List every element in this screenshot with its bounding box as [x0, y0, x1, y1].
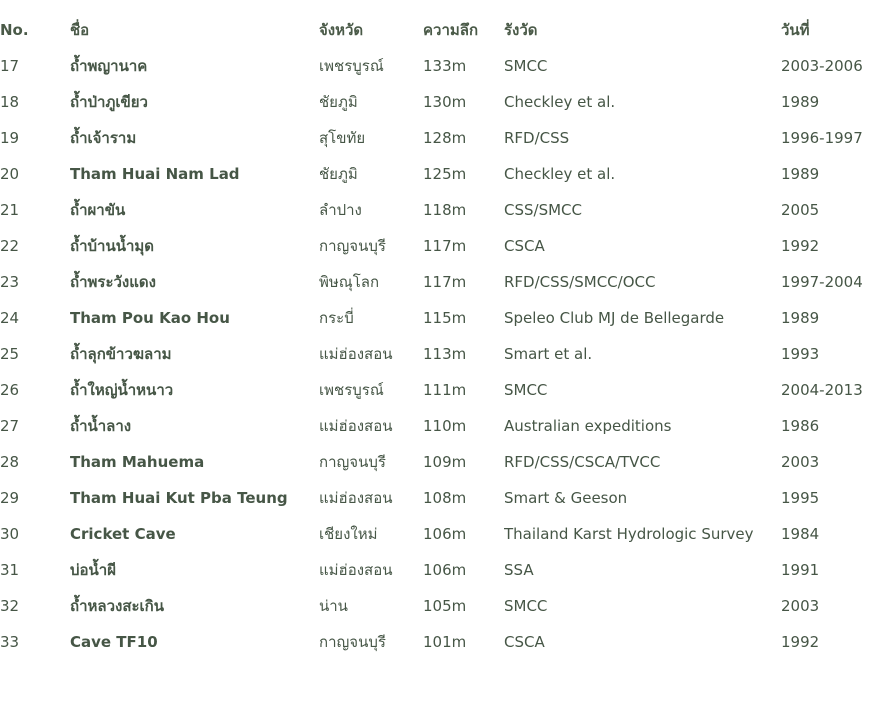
cell-province: แม่ฮ่องสอน	[319, 417, 393, 435]
cell-date: 1992	[781, 237, 820, 255]
cell-no: 26	[0, 381, 20, 399]
cell-date: 1986	[781, 417, 820, 435]
cell-depth: 128m	[423, 129, 467, 147]
cell-province: น่าน	[319, 597, 348, 615]
caves-depth-table	[0, 12, 881, 660]
table-body	[0, 48, 881, 660]
cell-date: 1992	[781, 633, 820, 651]
cell-name: ถ้ำใหญ่น้ำหนาว	[70, 381, 174, 399]
cell-depth: 106m	[423, 561, 467, 579]
cell-province: กาญจนบุรี	[319, 237, 386, 255]
cell-reference: Speleo Club MJ de Bellegarde	[504, 309, 725, 327]
cell-no: 28	[0, 453, 20, 471]
cell-name: ถ้ำพญานาค	[70, 57, 148, 75]
cell-reference: Thailand Karst Hydrologic Survey	[504, 525, 754, 543]
cell-reference: Australian expeditions	[504, 417, 672, 435]
table-row	[0, 300, 881, 336]
header-name: ชื่อ	[70, 21, 90, 39]
header-reference: รังวัด	[504, 21, 538, 39]
cell-reference: Smart & Geeson	[504, 489, 628, 507]
table-row	[0, 624, 881, 660]
cell-date: 2003	[781, 453, 820, 471]
cell-date: 2003-2006	[781, 57, 863, 75]
cell-no: 19	[0, 129, 20, 147]
cell-reference: CSS/SMCC	[504, 201, 582, 219]
cell-reference: Checkley et al.	[504, 165, 616, 183]
cell-name: Cave TF10	[70, 633, 158, 651]
cell-depth: 133m	[423, 57, 467, 75]
cell-no: 29	[0, 489, 20, 507]
cell-no: 21	[0, 201, 20, 219]
cell-depth: 105m	[423, 597, 467, 615]
table-row	[0, 48, 881, 84]
cell-name: Tham Pou Kao Hou	[70, 309, 230, 327]
cell-no: 27	[0, 417, 20, 435]
table-row	[0, 192, 881, 228]
table-row	[0, 264, 881, 300]
cell-depth: 130m	[423, 93, 467, 111]
header-date: วันที่	[781, 21, 810, 39]
cell-no: 25	[0, 345, 20, 363]
header-no: No.	[0, 21, 29, 39]
cell-reference: Checkley et al.	[504, 93, 616, 111]
cell-province: ชัยภูมิ	[319, 165, 358, 183]
cell-province: กาญจนบุรี	[319, 633, 386, 651]
cell-no: 33	[0, 633, 20, 651]
cell-depth: 109m	[423, 453, 467, 471]
cell-name: Cricket Cave	[70, 525, 176, 543]
table-row	[0, 588, 881, 624]
header-depth: ความลึก	[423, 21, 479, 39]
cell-province: ชัยภูมิ	[319, 93, 358, 111]
table-row	[0, 120, 881, 156]
cell-no: 18	[0, 93, 20, 111]
cell-depth: 125m	[423, 165, 467, 183]
cell-reference: CSCA	[504, 237, 545, 255]
cell-depth: 115m	[423, 309, 467, 327]
cell-date: 2003	[781, 597, 820, 615]
table-row	[0, 156, 881, 192]
table-row	[0, 516, 881, 552]
cell-reference: Smart et al.	[504, 345, 593, 363]
cell-reference: SMCC	[504, 57, 548, 75]
table-row	[0, 552, 881, 588]
cell-province: พิษณุโลก	[319, 273, 380, 291]
cell-date: 1984	[781, 525, 820, 543]
table-row	[0, 408, 881, 444]
cell-name: Tham Mahuema	[70, 453, 205, 471]
cell-depth: 110m	[423, 417, 467, 435]
cell-name: ถ้ำหลวงสะเกิน	[70, 597, 165, 615]
cell-no: 24	[0, 309, 20, 327]
header-province: จังหวัด	[319, 21, 364, 39]
cell-province: ลำปาง	[319, 201, 362, 219]
cell-no: 23	[0, 273, 20, 291]
cell-no: 22	[0, 237, 20, 255]
cell-date: 2004-2013	[781, 381, 863, 399]
cell-date: 1995	[781, 489, 820, 507]
cell-depth: 108m	[423, 489, 467, 507]
cell-date: 1989	[781, 309, 820, 327]
cell-name: ถ้ำป่าภูเขียว	[70, 93, 148, 111]
cell-province: สุโขทัย	[319, 129, 366, 147]
table-row	[0, 480, 881, 516]
cell-province: เพชรบูรณ์	[319, 381, 384, 399]
cell-province: แม่ฮ่องสอน	[319, 561, 393, 579]
cell-reference: RFD/CSS/CSCA/TVCC	[504, 453, 661, 471]
cell-name: ถ้ำลุกข้าวฆลาม	[70, 345, 172, 363]
cell-date: 1989	[781, 93, 820, 111]
cell-no: 30	[0, 525, 20, 543]
cell-name: ถ้ำพระวังแดง	[70, 273, 156, 291]
cell-name: บ่อน้ำผี	[70, 561, 116, 579]
cell-reference: SSA	[504, 561, 534, 579]
cell-date: 2005	[781, 201, 820, 219]
cell-depth: 117m	[423, 273, 467, 291]
cell-province: แม่ฮ่องสอน	[319, 345, 393, 363]
cell-reference: SMCC	[504, 597, 548, 615]
cell-depth: 113m	[423, 345, 467, 363]
cell-reference: RFD/CSS	[504, 129, 570, 147]
cell-name: Tham Huai Kut Pba Teung	[70, 489, 288, 507]
cell-reference: CSCA	[504, 633, 545, 651]
table-row	[0, 444, 881, 480]
cell-date: 1989	[781, 165, 820, 183]
table-row	[0, 84, 881, 120]
cell-depth: 101m	[423, 633, 467, 651]
cell-province: เชียงใหม่	[319, 525, 378, 543]
cell-depth: 117m	[423, 237, 467, 255]
cell-no: 32	[0, 597, 20, 615]
cell-no: 31	[0, 561, 20, 579]
table-row	[0, 228, 881, 264]
cell-date: 1991	[781, 561, 820, 579]
cell-name: ถ้ำน้ำลาง	[70, 417, 132, 435]
cell-reference: SMCC	[504, 381, 548, 399]
cell-province: กระบี่	[319, 309, 354, 327]
cell-date: 1996-1997	[781, 129, 863, 147]
cell-name: ถ้ำบ้านน้ำมุด	[70, 237, 155, 255]
cell-depth: 118m	[423, 201, 467, 219]
cell-no: 17	[0, 57, 20, 75]
cell-name: ถ้ำเจ้าราม	[70, 129, 137, 147]
cell-province: เพชรบูรณ์	[319, 57, 384, 75]
cell-reference: RFD/CSS/SMCC/OCC	[504, 273, 656, 291]
cell-depth: 106m	[423, 525, 467, 543]
table-row	[0, 372, 881, 408]
cell-date: 1997-2004	[781, 273, 863, 291]
table-header-row	[0, 12, 881, 48]
cell-province: แม่ฮ่องสอน	[319, 489, 393, 507]
cell-depth: 111m	[423, 381, 467, 399]
cell-province: กาญจนบุรี	[319, 453, 386, 471]
cell-name: Tham Huai Nam Lad	[70, 165, 240, 183]
table-row	[0, 336, 881, 372]
cell-no: 20	[0, 165, 20, 183]
cell-date: 1993	[781, 345, 820, 363]
cell-name: ถ้ำผาขัน	[70, 201, 126, 219]
